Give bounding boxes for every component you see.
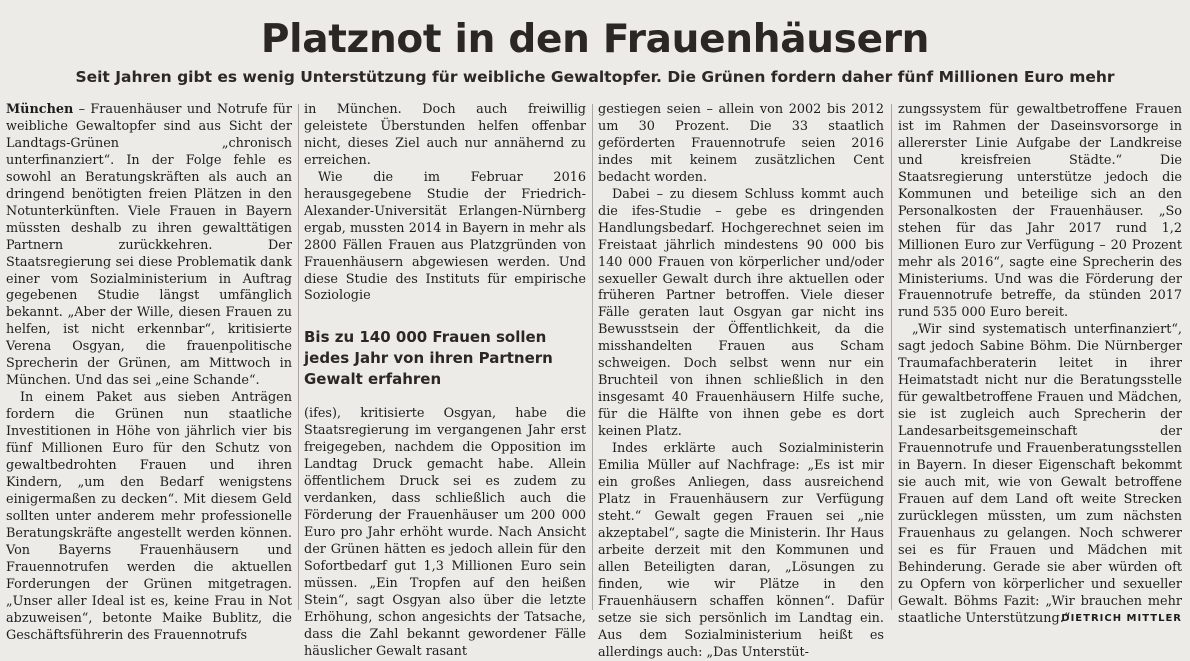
paragraph: „Wir sind systematisch unterfinanziert“, sagt jedoch Sabine Böhm. Die Nürnberger Traumafachberaterin leitet in ihrer Heimatstadt nicht nur die Beratungsstelle für gewaltbetroffene Frauen und Mädchen, sie ist zugleich auch Sprecherin der Landesarbeitsgemeinschaft der Frauennotrufe und Frauenberatungsstellen in Bayern. In dieser Eigenschaft bekommt sie auch mit, wie von Gewalt betroffene Frauen auf dem Land oft weite Strecken zurücklegen müssten, um zum nächsten Frauenhaus zu gelangen. Noch schwerer sei es für Frauen und Mädchen mit Behinderung. Gerade sie aber würden oft zu Opfern von körperlicher und sexueller Gewalt. Böhms Fazit: „Wir brauchen mehr staatliche Unterstützung.“ (898, 322, 1182, 626)
paragraph: gestiegen seien – allein von 2002 bis 2012 um 30 Prozent. Die 33 staatlich geförderten Frauennotrufe seien 2016 indes mit keinem zusätzlichen Cent bedacht worden. (598, 102, 884, 185)
paragraph-text: – Frauenhäuser und Notrufe für weibliche Gewaltopfer sind aus Sicht der Landtags-Grünen „chronisch unterfinanziert“. In der Folge fehle es sowohl an Beratungskräften als auch an dringend benötigten freien Plätzen in den Notunterkünften. Viele Frauen in Bayern müssten deshalb zu ihren gewalttätigen Partnern zurückkehren. Der Staatsregierung sei diese Problematik dank einer vom Sozialministerium in Auftrag gegebenen Studie längst umfänglich bekannt. „Aber der Wille, diesen Frauen zu helfen, ist nicht erkennbar“, kritisierte Verena Osgyan, die frauenpolitische Sprecherin der Grünen, am Mittwoch in München. Und das sei „eine Schande“. (6, 102, 292, 389)
paragraph: (ifes), kritisierte Osgyan, habe die Staatsregierung im vergangenen Jahr erst freigegeben, nachdem die Opposition im Landtag Druck gemacht habe. Allein öffentlichem Druck sei es zudem zu verdanken, dass schließlich auch die Förderung der Frauenhäuser um 200 000 Euro pro Jahr erhöht wurde. Nach Ansicht der Grünen hätten es jedoch allein für den Sofortbedarf gut 1,3 Millionen Euro sein müssen. „Ein Tropfen auf den heißen Stein“, sagt Osgyan also über die letzte Erhöhung, schon angesichts der Tatsache, dass die Zahl bekannt gewordener Fälle häuslicher Gewalt rasant (304, 406, 586, 659)
column-rule (592, 104, 593, 610)
column-rule (891, 104, 892, 610)
paragraph: in München. Doch auch freiwillig geleistete Überstunden helfen offenbar nicht, dieses Ziel auch nur annähernd zu erreichen. (304, 102, 586, 168)
paragraph: Dabei – zu diesem Schluss kommt auch die ifes-Studie – gebe es dringenden Handlungsbedarf. Hochgerechnet seien im Freistaat jährlich mindestens 90 000 bis 140 000 Frauen von körperlicher und/oder sexueller Gewalt durch ihre aktuellen oder früheren Partner betroffen. Viele dieser Fälle geraten laut Osgyan gar nicht ins Bewusstsein der Öffentlichkeit, da die misshandelten Frauen aus Scham schweigen. Doch selbst wenn nur ein Bruchteil von ihnen schließlich in den insgesamt 40 Frauenhäusern Hilfe suche, für die Hälfte von ihnen gebe es dort keinen Platz. (598, 186, 884, 440)
column-rule (298, 104, 299, 610)
column-1 (6, 102, 292, 643)
inline-subheading: Bis zu 140 000 Frauen sollen jedes Jahr von ihren Partnern Gewalt erfahren (304, 328, 553, 389)
headline: Platznot in den Frauenhäusern (260, 17, 930, 62)
dateline: München (6, 102, 74, 117)
paragraph: Wie die im Februar 2016 herausgegebene Studie der Friedrich-Alexander-Universität Erlangen-Nürnberg ergab, mussten 2014 in Bayern in mehr als 2800 Fällen Frauen aus Platzgründen von Frauenhäusern abgewiesen werden. Und diese Studie des Instituts für empirische Soziologie (304, 169, 586, 304)
column-4 (898, 102, 1182, 626)
column-3 (598, 102, 884, 660)
paragraph: In einem Paket aus sieben Anträgen fordern die Grünen nun staatliche Investitionen in Höhe von jährlich vier bis fünf Millionen Euro für den Schutz von gewaltbedrohten Frauen und ihren Kindern, „um den Bedarf wenigstens einigermaßen zu decken“. Mit diesem Geld sollten unter anderem mehr professionelle Beratungskräfte angestellt werden können. Von Bayerns Frauenhäusern und Frauennotrufen werden die aktuellen Forderungen der Grünen mitgetragen. „Unser aller Ideal ist es, keine Frau in Not abzuweisen“, betonte Maike Bublitz, die Geschäftsführerin des Frauennotrufs (6, 390, 292, 643)
author-byline: DIETRICH MITTLER (1061, 612, 1182, 624)
paragraph (6, 102, 292, 390)
paragraph: Indes erklärte auch Sozialministerin Emilia Müller auf Nachfrage: „Es ist mir ein großes Anliegen, dass ausreichend Platz in Frauenhäusern zur Verfügung steht.“ Gewalt gegen Frauen sei „nie akzeptabel“, sagte die Ministerin. Ihr Haus arbeite derzeit mit den Kommunen und allen Beteiligten daran, „Lösungen zu finden, wie wir Plätze in den Frauenhäusern schaffen können“. Dafür setze sie sich persönlich im Landtag ein. Aus dem Sozialministerium heißt es allerdings auch: „Das Unterstüt- (598, 441, 884, 660)
subheadline: Seit Jahren gibt es wenig Unterstützung für weibliche Gewaltopfer. Die Grünen fordern daher fünf Millionen Euro mehr (75, 68, 1115, 86)
paragraph: zungssystem für gewaltbetroffene Frauen ist im Rahmen der Daseinsvorsorge in allererster Linie Aufgabe der Landkreise und kreisfreien Städte.“ Die Staatsregierung unterstütze jedoch die Kommunen und beteilige sich an den Personalkosten der Frauenhäuser. „So stehen für das Jahr 2017 rund 1,2 Millionen Euro zur Verfügung – 20 Prozent mehr als 2016“, sagte eine Sprecherin des Ministeriums. Und was die Förderung der Frauennotrufe betreffe, da stünden 2017 rund 535 000 Euro bereit. (898, 102, 1182, 321)
column-2 (304, 102, 586, 659)
